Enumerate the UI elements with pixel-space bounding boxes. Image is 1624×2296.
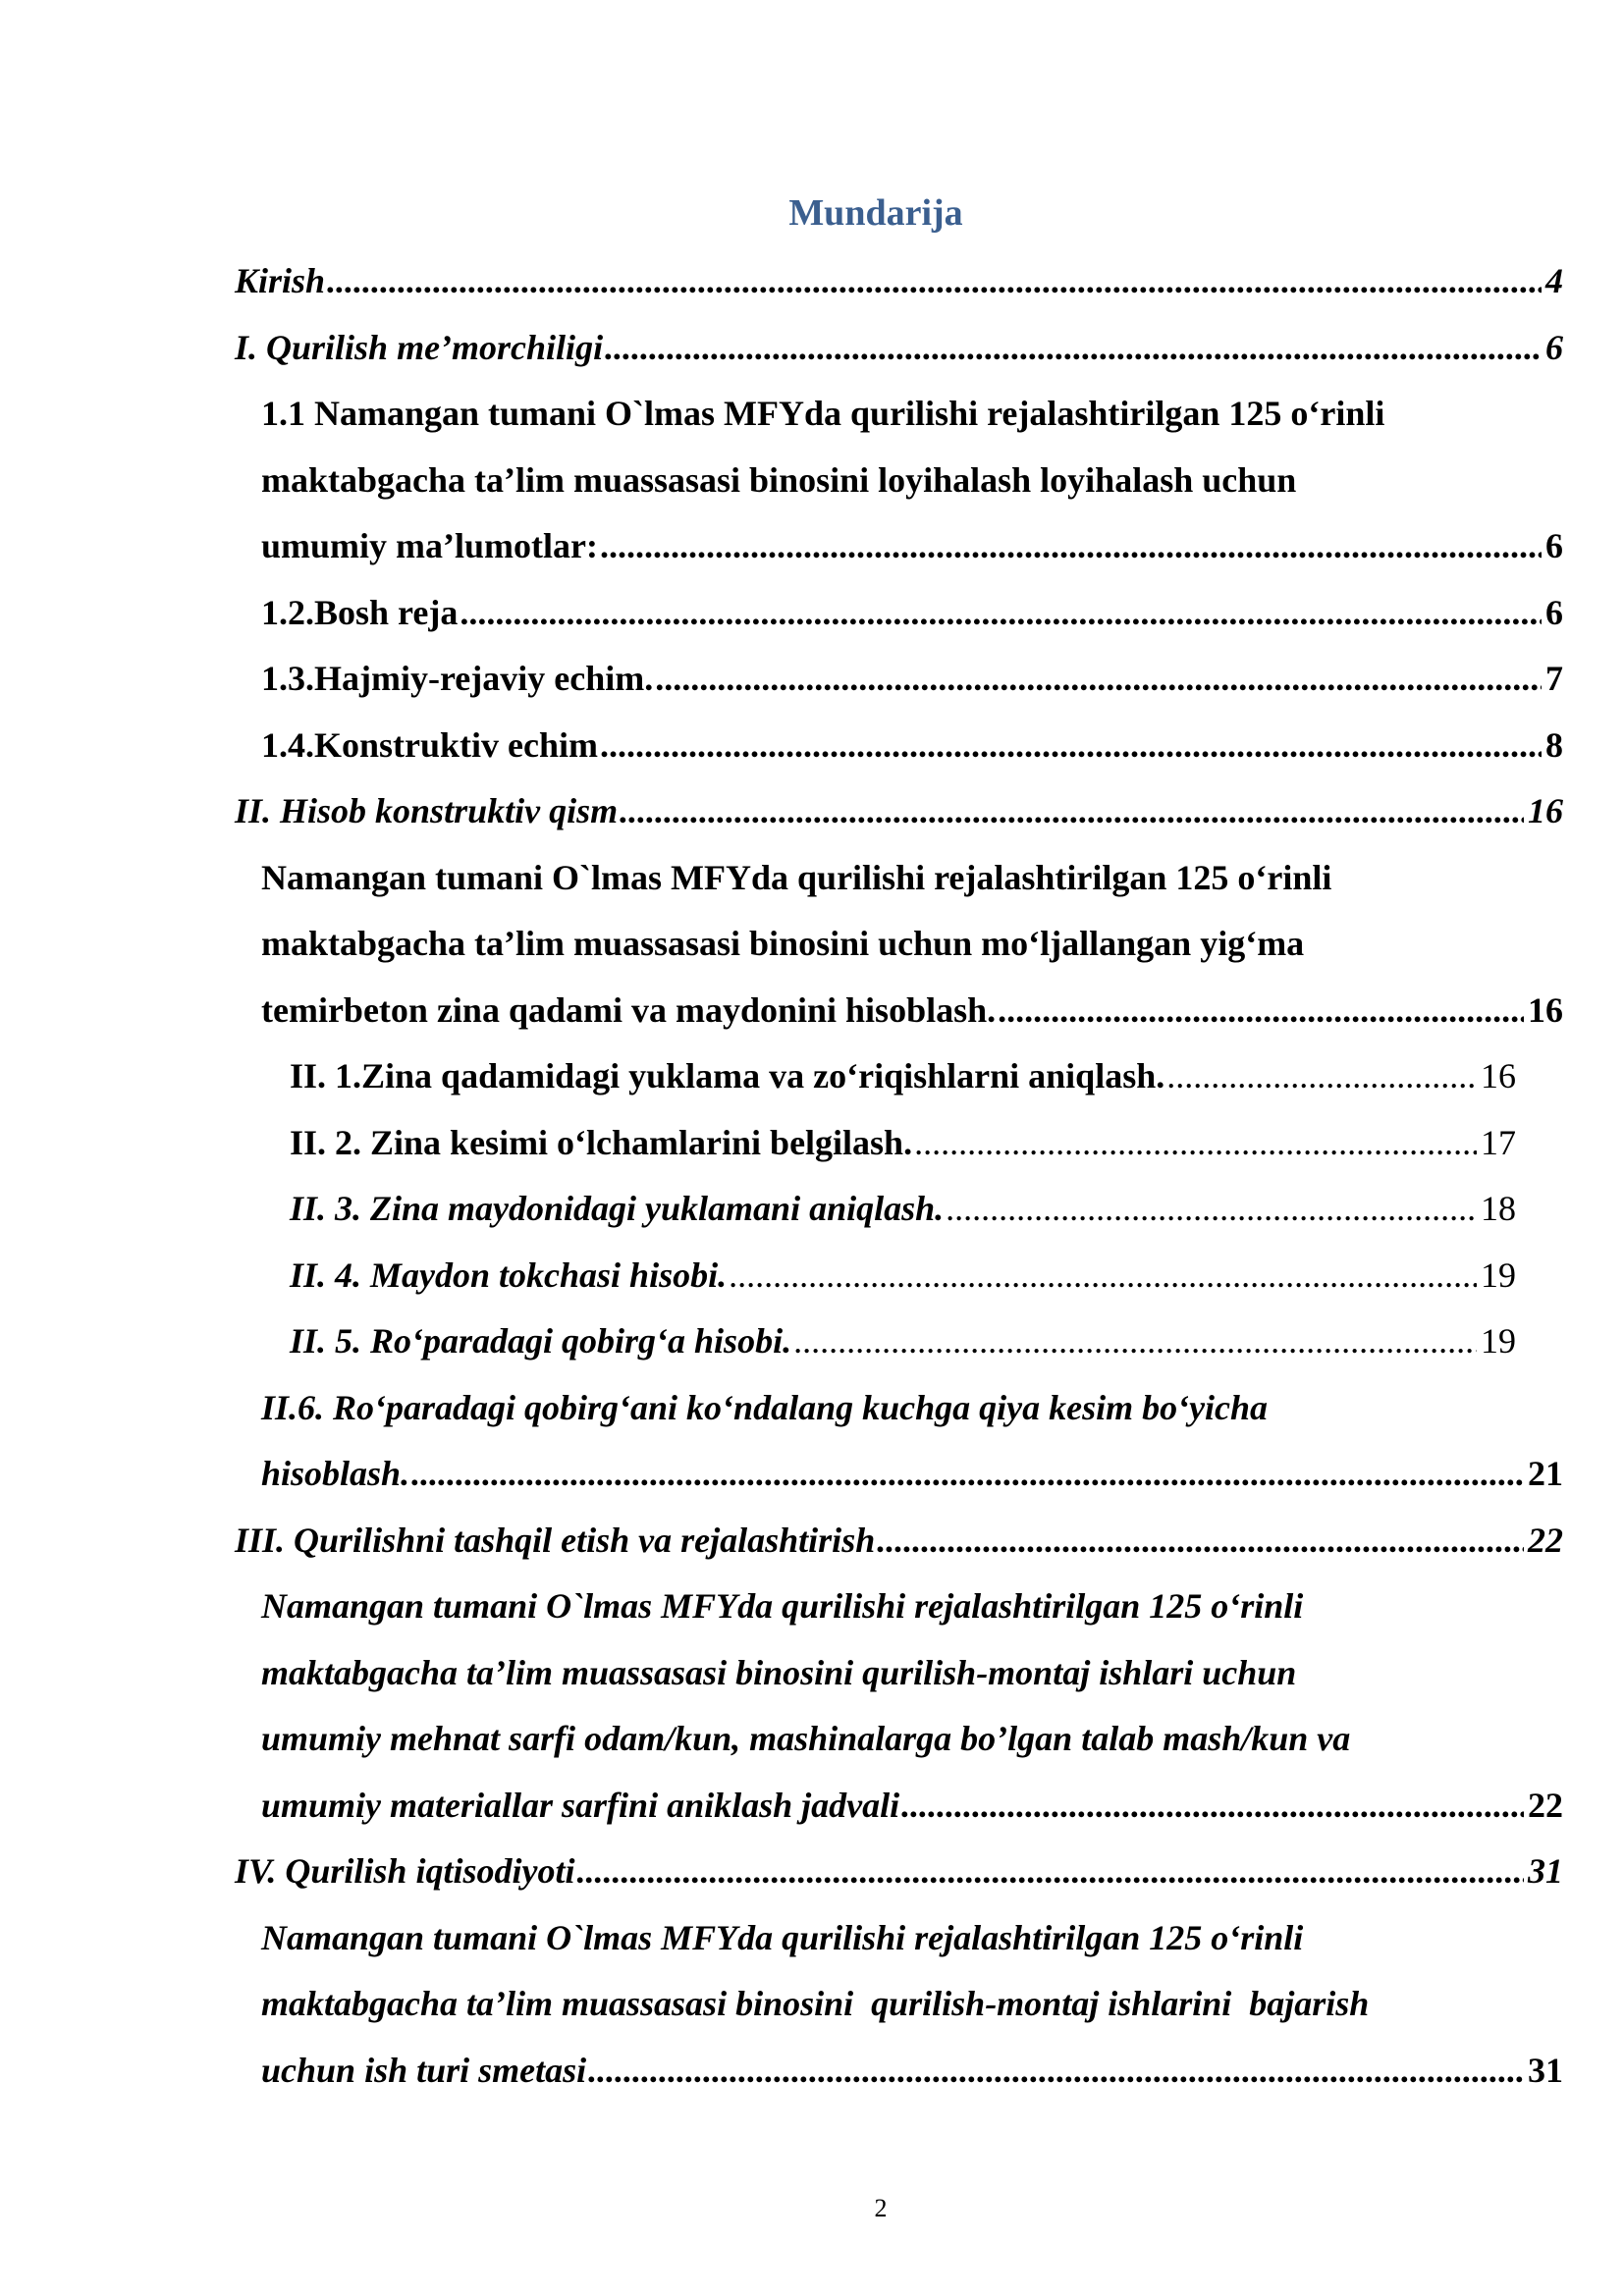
toc-entry-label: II. 2. Zina kesimi o‘lchamlarini belgilash. — [290, 1123, 913, 1162]
toc-entry-section-1[interactable] — [235, 327, 1563, 368]
toc-entry-2-6[interactable] — [261, 1453, 1563, 1494]
toc-entry-4-main-line1[interactable]: Namangan tumani O`lmas MFYda qurilishi rejalashtirilgan 125 o‘rinli — [261, 1918, 1304, 1957]
toc-leader-dots — [655, 658, 1542, 699]
toc-leader-dots — [1166, 1055, 1477, 1096]
toc-page-number: 16 — [1528, 791, 1563, 830]
toc-title: Mundarija — [788, 192, 963, 234]
toc-page-number: 22 — [1528, 1786, 1563, 1825]
toc-entry-label: Kirish — [235, 261, 326, 300]
toc-entry-1-4[interactable] — [261, 724, 1563, 766]
toc-page-number: 6 — [1545, 328, 1563, 367]
toc-page-number: 16 — [1481, 1056, 1516, 1095]
toc-page-number: 31 — [1528, 1851, 1563, 1891]
toc-entry-1-1-line2[interactable]: maktabgacha ta’lim muassasasi binosini loyihalash loyihalash uchun — [261, 460, 1297, 500]
toc-entry-label: II. 3. Zina maydonidagi yuklamani aniqlash. — [290, 1189, 945, 1228]
toc-leader-dots — [460, 592, 1542, 633]
toc-entry-2-6-line1[interactable]: II.6. Ro‘paradagi qobirg‘ani ko‘ndalang kuchga qiya kesim bo‘yicha — [261, 1388, 1269, 1427]
toc-entry-2-4[interactable] — [290, 1255, 1516, 1296]
toc-entry-section-3[interactable] — [235, 1520, 1563, 1561]
toc-entry-2-main-line2[interactable]: maktabgacha ta’lim muassasasi binosini uchun mo‘ljallangan yig‘ma — [261, 924, 1305, 963]
toc-page-number: 22 — [1528, 1521, 1563, 1560]
toc-page-number: 6 — [1545, 526, 1563, 565]
toc-entry-label: 1.2.Bosh reja — [261, 593, 459, 632]
toc-page-number: 21 — [1528, 1454, 1563, 1493]
toc-entry-1-3[interactable] — [261, 658, 1563, 699]
toc-page-number: 18 — [1481, 1189, 1516, 1228]
toc-leader-dots — [998, 989, 1524, 1031]
toc-entry-1-1[interactable] — [261, 525, 1563, 566]
toc-entry-2-1[interactable] — [290, 1055, 1516, 1096]
toc-entry-label: II. 4. Maydon tokchasi hisobi. — [290, 1255, 728, 1295]
toc-page-number: 31 — [1528, 2051, 1563, 2090]
toc-entry-label: IV. Qurilish iqtisodiyoti — [235, 1851, 575, 1891]
page-number: 2 — [874, 2194, 888, 2222]
toc-leader-dots — [914, 1122, 1477, 1163]
toc-leader-dots — [605, 327, 1542, 368]
toc-entry-3-main-line1[interactable]: Namangan tumani O`lmas MFYda qurilishi rejalashtirilgan 125 o‘rinli — [261, 1586, 1304, 1626]
toc-entry-3-main[interactable] — [261, 1785, 1563, 1826]
toc-entry-label: umumiy ma’lumotlar: — [261, 526, 598, 565]
toc-leader-dots — [946, 1188, 1477, 1229]
toc-entry-1-1-line1[interactable]: 1.1 Namangan tumani O`lmas MFYda qurilishi rejalashtirilgan 125 o‘rinli — [261, 394, 1385, 433]
toc-leader-dots — [588, 2050, 1524, 2091]
toc-page-number: 19 — [1481, 1255, 1516, 1295]
toc-page-number: 7 — [1545, 659, 1563, 698]
toc-leader-dots — [877, 1520, 1524, 1561]
toc-page-number: 6 — [1545, 593, 1563, 632]
toc-entry-1-2[interactable] — [261, 592, 1563, 633]
toc-entry-label: II. 1.Zina qadamidagi yuklama va zo‘riqishlarni aniqlash. — [290, 1056, 1165, 1095]
toc-page-number: 16 — [1528, 990, 1563, 1030]
toc-page-number: 17 — [1481, 1123, 1516, 1162]
toc-entry-2-2[interactable] — [290, 1122, 1516, 1163]
toc-entry-2-5[interactable] — [290, 1320, 1516, 1362]
toc-entry-kirish[interactable] — [235, 260, 1563, 301]
toc-leader-dots — [600, 724, 1542, 766]
toc-entry-label: hisoblash. — [261, 1454, 410, 1493]
toc-entry-label: III. Qurilishni tashqil etish va rejalashtirish — [235, 1521, 876, 1560]
toc-page-number: 19 — [1481, 1321, 1516, 1361]
toc-leader-dots — [620, 790, 1524, 831]
toc-leader-dots — [327, 260, 1542, 301]
toc-entry-label: 1.4.Konstruktiv echim — [261, 725, 599, 765]
toc-entry-4-main-line2[interactable]: maktabgacha ta’lim muassasasi binosini qurilish-montaj ishlarini bajarish — [261, 1984, 1370, 2023]
toc-page-number: 4 — [1545, 261, 1563, 300]
toc-entry-3-main-line2[interactable]: maktabgacha ta’lim muassasasi binosini qurilish-montaj ishlari uchun — [261, 1653, 1297, 1692]
toc-leader-dots — [901, 1785, 1524, 1826]
toc-leader-dots — [729, 1255, 1477, 1296]
toc-leader-dots — [793, 1320, 1477, 1362]
toc-entry-2-main[interactable] — [261, 989, 1563, 1031]
toc-leader-dots — [576, 1850, 1524, 1892]
toc-entry-section-4[interactable] — [235, 1850, 1563, 1892]
toc-entry-label: II. Hisob konstruktiv qism — [235, 791, 619, 830]
toc-entry-label: II. 5. Ro‘paradagi qobirg‘a hisobi. — [290, 1321, 792, 1361]
toc-entry-label: uchun ish turi smetasi — [261, 2051, 587, 2090]
toc-entry-label: umumiy materiallar sarfini aniklash jadvali — [261, 1786, 900, 1825]
toc-entry-2-3[interactable] — [290, 1188, 1516, 1229]
toc-leader-dots — [600, 525, 1542, 566]
toc-page-number: 8 — [1545, 725, 1563, 765]
toc-entry-label: 1.3.Hajmiy-rejaviy echim. — [261, 659, 654, 698]
toc-entry-section-2[interactable] — [235, 790, 1563, 831]
toc-entry-2-main-line1[interactable]: Namangan tumani O`lmas MFYda qurilishi rejalashtirilgan 125 o‘rinli — [261, 858, 1332, 897]
toc-entry-label: temirbeton zina qadami va maydonini hisoblash. — [261, 990, 997, 1030]
toc-entry-label: I. Qurilish me’morchiligi — [235, 328, 604, 367]
toc-leader-dots — [411, 1453, 1524, 1494]
toc-entry-4-main[interactable] — [261, 2050, 1563, 2091]
toc-entry-3-main-line3[interactable]: umumiy mehnat sarfi odam/kun, mashinalarga bo’lgan talab mash/kun va — [261, 1719, 1351, 1758]
